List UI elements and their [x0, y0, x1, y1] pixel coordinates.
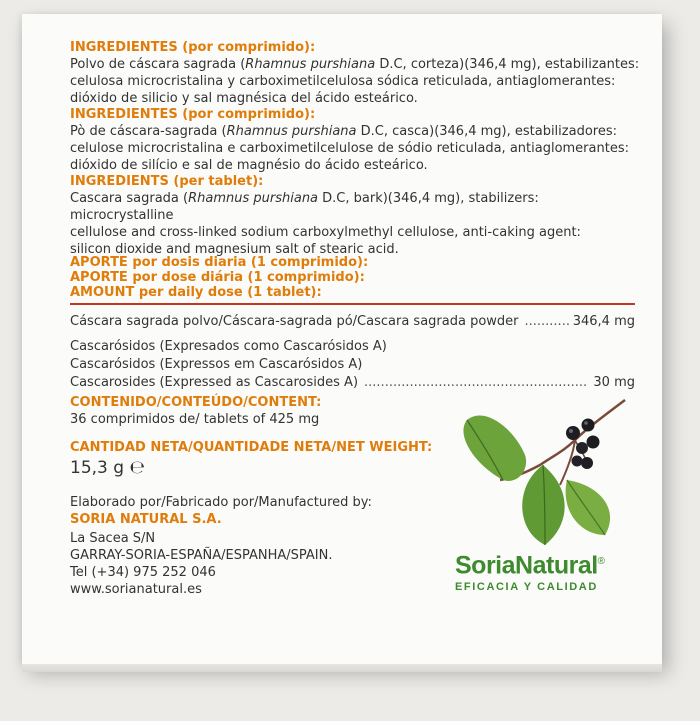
registered-mark-icon: ®: [597, 556, 605, 567]
ingredients-en-text: [70, 190, 640, 258]
amount-row-cascarosides-pt: Cascarósidos (Expressos em Cascarósidos A): [70, 357, 363, 372]
estimated-sign-icon: ℮: [129, 457, 145, 478]
amount-heading-en: AMOUNT per daily dose (1 tablet):: [70, 285, 322, 300]
amount-table: [70, 313, 635, 392]
ingredients-pt-line-1: Pò de cáscara-sagrada (Rhamnus purshiana D.C, casca)(346,4 mg), estabilizadores:: [70, 124, 617, 139]
brand-name-soria: Soria: [455, 551, 516, 580]
amount-heading-es: APORTE por dosis diaria (1 comprimido):: [70, 255, 369, 270]
net-weight-heading: CANTIDAD NETA/QUANTIDADE NETA/NET WEIGHT:: [70, 440, 433, 455]
ingredients-en-line-2: cellulose and cross-linked sodium carboxylmethyl cellulose, anti-caking agent:: [70, 225, 581, 240]
ingredients-es-text: [70, 56, 640, 107]
amount-row-cascarosides-en: Cascarosides (Expressed as Cascarosides A) ..... 30 mg: [70, 374, 635, 392]
ingredients-en-line-3: silicon dioxide and magnesium salt of stearic acid.: [70, 242, 399, 257]
manufacturer-address-1: La Sacea S/N: [70, 531, 156, 546]
brand-tagline: EFICACIA Y CALIDAD: [455, 581, 598, 594]
manufacturer-address: [70, 530, 332, 598]
ingredients-en-line-1: Cascara sagrada (Rhamnus purshiana D.C, bark)(346,4 mg), stabilizers: microcrystalline: [70, 191, 539, 223]
manufacturer-name: SORIA NATURAL S.A.: [70, 512, 222, 527]
ingredients-en-heading: INGREDIENTS (per tablet):: [70, 174, 264, 189]
package-bottom-edge: [22, 664, 662, 672]
net-weight-value-wrap: [70, 457, 145, 478]
amount-heading-pt: APORTE por dose diária (1 comprimido):: [70, 270, 365, 285]
amount-divider: [70, 303, 635, 305]
amount-row-powder: Cáscara sagrada polvo/Cáscara-sagrada pó/Cascara sagrada powder ..... 346,4 mg: [70, 313, 635, 331]
manufacturer-address-2: GARRAY-SORIA-ESPAÑA/ESPANHA/SPAIN.: [70, 548, 333, 563]
ingredients-pt-line-3: dióxido de silício e sal de magnésio do ácido esteárico.: [70, 158, 428, 173]
manufacturer-website: www.sorianatural.es: [70, 582, 202, 597]
ingredients-pt-line-2: celulose microcristalina e carboximetilcelulose de sódio reticulada, antiaglomerantes:: [70, 141, 629, 156]
ingredients-es-line-2: celulosa microcristalina y carboximetilcelulosa sódica reticulada, antiaglomerantes:: [70, 74, 616, 89]
ingredients-pt-heading: INGREDIENTES (por comprimido):: [70, 107, 316, 122]
content-text: 36 comprimidos de/ tablets of 425 mg: [70, 412, 320, 427]
ingredients-es-line-3: dióxido de silicio y sal magnésica del ácido esteárico.: [70, 91, 418, 106]
net-weight-value: 15,3 g: [70, 458, 125, 478]
manufacturer-phone: Tel (+34) 975 252 046: [70, 565, 216, 580]
amount-row-cascarosides-es: Cascarósidos (Expresados como Cascarósidos A): [70, 339, 387, 354]
ingredients-es-line-1: Polvo de cáscara sagrada (Rhamnus purshiana D.C, corteza)(346,4 mg), estabilizantes:: [70, 57, 640, 72]
brand-logo: [455, 548, 655, 593]
cascara-plant-illustration: [455, 395, 645, 555]
ingredients-pt-text: [70, 123, 640, 174]
content-heading: CONTENIDO/CONTEÚDO/CONTENT:: [70, 395, 322, 410]
brand-name-natural: Natural: [515, 551, 598, 580]
ingredients-es-heading: INGREDIENTES (por comprimido):: [70, 40, 316, 55]
manufacturer-intro: Elaborado por/Fabricado por/Manufactured by:: [70, 495, 372, 510]
